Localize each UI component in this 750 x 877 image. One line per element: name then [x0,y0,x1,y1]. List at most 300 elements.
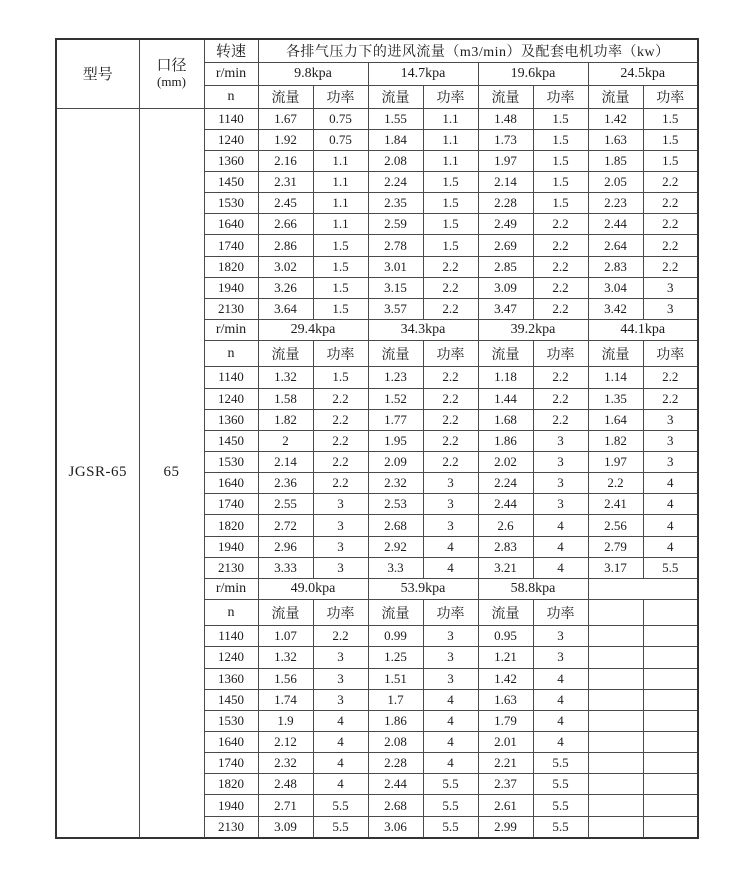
flow-value-cell: 1.32 [258,647,313,668]
power-value-cell: 3 [423,473,478,494]
power-value-cell: 1.1 [313,193,368,214]
power-value-cell: 1.5 [533,108,588,129]
power-value-cell: 2.2 [643,388,698,409]
flow-value-cell: 2.71 [258,795,313,816]
power-value-cell: 4 [643,473,698,494]
speed-value-cell: 1360 [204,409,258,430]
speed-value-cell: 1450 [204,171,258,192]
power-value-cell: 3 [313,557,368,578]
power-value-cell: 4 [533,689,588,710]
power-value-cell: 3 [423,647,478,668]
power-value-cell: 1.5 [423,171,478,192]
power-value-cell: 1.5 [643,129,698,150]
pressure-header-cell: 9.8kpa [258,62,368,85]
power-value-cell: 1.5 [313,235,368,256]
power-value-cell: 3 [533,647,588,668]
flow-value-cell: 2.78 [368,235,423,256]
flow-header-cell: 流量 [478,85,533,108]
power-value-cell: 4 [533,710,588,731]
power-value-cell: 2.2 [643,171,698,192]
main-header-cell: 各排气压力下的进风流量（m3/min）及配套电机功率（kw） [258,39,698,62]
flow-value-cell: 3.09 [478,277,533,298]
flow-value-cell [588,626,643,647]
power-value-cell: 2.2 [533,256,588,277]
pressure-header-cell: 19.6kpa [478,62,588,85]
flow-value-cell: 1.18 [478,367,533,388]
table-row [56,108,698,129]
flow-value-cell: 1.07 [258,626,313,647]
flow-value-cell: 2.24 [368,171,423,192]
flow-value-cell: 1.84 [368,129,423,150]
flow-value-cell: 1.68 [478,409,533,430]
power-value-cell: 4 [313,753,368,774]
flow-value-cell: 1.67 [258,108,313,129]
flow-value-cell: 3.06 [368,816,423,838]
flow-value-cell: 1.73 [478,129,533,150]
power-value-cell: 3 [533,626,588,647]
flow-value-cell [588,753,643,774]
flow-value-cell: 1.86 [368,710,423,731]
power-value-cell: 2.2 [423,451,478,472]
rpm-unit-cell: r/min [204,578,258,599]
power-value-cell: 1.1 [423,150,478,171]
flow-value-cell: 1.9 [258,710,313,731]
power-value-cell: 3 [313,515,368,536]
empty-cell [588,600,643,626]
power-value-cell: 2.2 [423,298,478,319]
power-value-cell: 1.1 [423,108,478,129]
flow-value-cell: 2.64 [588,235,643,256]
flow-value-cell: 2.55 [258,494,313,515]
power-value-cell: 4 [423,710,478,731]
speed-value-cell: 1450 [204,689,258,710]
power-header-cell: 功率 [423,600,478,626]
power-header-cell: 功率 [533,600,588,626]
power-value-cell: 4 [423,557,478,578]
flow-value-cell: 3.15 [368,277,423,298]
flow-header-cell: 流量 [258,85,313,108]
flow-value-cell: 2.36 [258,473,313,494]
flow-value-cell: 2.01 [478,731,533,752]
flow-value-cell: 3.04 [588,277,643,298]
power-value-cell: 3 [423,626,478,647]
flow-value-cell: 2.85 [478,256,533,277]
model-header-cell: 型号 [56,39,139,108]
flow-value-cell: 2.05 [588,171,643,192]
flow-header-cell: 流量 [588,85,643,108]
flow-value-cell [588,816,643,838]
flow-value-cell [588,689,643,710]
flow-value-cell [588,647,643,668]
power-value-cell: 4 [533,731,588,752]
flow-value-cell: 3.21 [478,557,533,578]
speed-value-cell: 1240 [204,647,258,668]
power-value-cell: 3 [643,298,698,319]
flow-value-cell: 1.58 [258,388,313,409]
flow-value-cell: 2.49 [478,214,533,235]
flow-value-cell: 1.82 [588,430,643,451]
speed-value-cell: 1740 [204,753,258,774]
power-value-cell: 1.5 [423,193,478,214]
power-value-cell: 1.5 [313,256,368,277]
power-value-cell: 5.5 [423,816,478,838]
flow-value-cell: 3.57 [368,298,423,319]
speed-value-cell: 1940 [204,795,258,816]
power-value-cell [643,647,698,668]
power-value-cell: 4 [313,774,368,795]
flow-value-cell: 2.72 [258,515,313,536]
speed-value-cell: 1240 [204,388,258,409]
power-value-cell: 2.2 [313,626,368,647]
flow-value-cell: 2.23 [588,193,643,214]
flow-value-cell: 2.02 [478,451,533,472]
flow-header-cell: 流量 [258,341,313,367]
flow-value-cell: 1.64 [588,409,643,430]
flow-value-cell: 1.77 [368,409,423,430]
flow-value-cell: 2.32 [258,753,313,774]
power-value-cell: 1.5 [533,150,588,171]
flow-value-cell: 3.33 [258,557,313,578]
power-value-cell: 0.75 [313,108,368,129]
flow-value-cell: 3.3 [368,557,423,578]
power-header-cell: 功率 [643,341,698,367]
speed-value-cell: 1640 [204,731,258,752]
flow-value-cell: 1.14 [588,367,643,388]
speed-value-cell: 1640 [204,214,258,235]
speed-value-cell: 1140 [204,626,258,647]
flow-value-cell: 2.08 [368,731,423,752]
flow-value-cell: 2.44 [478,494,533,515]
flow-value-cell: 2.21 [478,753,533,774]
power-value-cell: 2.2 [643,214,698,235]
power-value-cell: 3 [423,515,478,536]
power-value-cell: 2.2 [643,256,698,277]
flow-value-cell: 1.74 [258,689,313,710]
speed-value-cell: 1450 [204,430,258,451]
power-value-cell: 3 [313,536,368,557]
pressure-header-cell: 29.4kpa [258,320,368,341]
flow-value-cell [588,731,643,752]
power-value-cell: 2.2 [533,214,588,235]
flow-header-cell: 流量 [368,341,423,367]
pressure-header-cell: 14.7kpa [368,62,478,85]
speed-value-cell: 2130 [204,298,258,319]
power-value-cell: 1.5 [643,150,698,171]
flow-header-cell: 流量 [368,600,423,626]
flow-value-cell: 2.66 [258,214,313,235]
power-header-cell: 功率 [423,85,478,108]
power-value-cell: 4 [533,536,588,557]
power-value-cell: 4 [643,515,698,536]
power-value-cell: 2.2 [423,388,478,409]
flow-value-cell: 2.53 [368,494,423,515]
pressure-header-cell: 44.1kpa [588,320,698,341]
power-value-cell: 2.2 [313,451,368,472]
power-value-cell [643,753,698,774]
flow-header-cell: 流量 [478,600,533,626]
power-value-cell: 3 [533,494,588,515]
flow-value-cell: 2.32 [368,473,423,494]
n-symbol-cell: n [204,85,258,108]
power-value-cell: 4 [313,731,368,752]
speed-value-cell: 1940 [204,277,258,298]
pressure-header-cell: 39.2kpa [478,320,588,341]
flow-value-cell: 3.01 [368,256,423,277]
power-value-cell: 2.2 [423,430,478,451]
flow-value-cell [588,774,643,795]
flow-value-cell: 1.79 [478,710,533,731]
power-value-cell [643,816,698,838]
power-value-cell: 1.1 [313,171,368,192]
power-value-cell: 2.2 [423,409,478,430]
flow-value-cell: 1.35 [588,388,643,409]
flow-value-cell: 1.85 [588,150,643,171]
power-value-cell: 5.5 [313,816,368,838]
flow-value-cell [588,710,643,731]
power-value-cell: 5.5 [533,774,588,795]
speed-value-cell: 2130 [204,557,258,578]
speed-value-cell: 2130 [204,816,258,838]
flow-value-cell: 2.99 [478,816,533,838]
flow-value-cell: 3.02 [258,256,313,277]
power-value-cell: 4 [533,668,588,689]
power-value-cell: 3 [643,430,698,451]
power-value-cell: 4 [423,731,478,752]
flow-value-cell: 2.68 [368,515,423,536]
power-value-cell: 5.5 [423,795,478,816]
power-value-cell: 3 [313,689,368,710]
flow-value-cell: 3.17 [588,557,643,578]
power-value-cell: 2.2 [533,367,588,388]
flow-header-cell: 流量 [368,85,423,108]
power-value-cell: 5.5 [313,795,368,816]
pressure-header-cell: 49.0kpa [258,578,368,599]
model-value-cell: JGSR-65 [56,108,139,838]
flow-value-cell: 2.45 [258,193,313,214]
power-value-cell: 1.5 [533,193,588,214]
speed-value-cell: 1820 [204,256,258,277]
power-header-cell: 功率 [423,341,478,367]
speed-value-cell: 1740 [204,494,258,515]
power-value-cell [643,774,698,795]
power-value-cell: 3 [423,668,478,689]
power-value-cell: 3 [313,668,368,689]
flow-value-cell: 2.6 [478,515,533,536]
flow-value-cell: 2.41 [588,494,643,515]
flow-value-cell: 2.28 [478,193,533,214]
power-value-cell: 2.2 [533,277,588,298]
power-value-cell: 3 [423,494,478,515]
flow-value-cell: 2.96 [258,536,313,557]
empty-cell [588,578,698,599]
power-value-cell: 2.2 [423,256,478,277]
flow-value-cell: 1.21 [478,647,533,668]
power-value-cell: 2.2 [313,388,368,409]
power-value-cell: 2.2 [423,277,478,298]
flow-header-cell: 流量 [258,600,313,626]
flow-value-cell: 1.97 [588,451,643,472]
power-value-cell: 3 [313,647,368,668]
flow-value-cell: 2.28 [368,753,423,774]
power-value-cell: 3 [533,451,588,472]
power-value-cell: 1.5 [533,129,588,150]
power-value-cell: 4 [533,557,588,578]
flow-value-cell: 2.92 [368,536,423,557]
flow-value-cell: 2.86 [258,235,313,256]
power-value-cell: 2.2 [643,235,698,256]
power-header-cell: 功率 [313,85,368,108]
speed-value-cell: 1360 [204,150,258,171]
power-value-cell: 0.75 [313,129,368,150]
flow-value-cell: 2.69 [478,235,533,256]
diameter-value-cell: 65 [139,108,204,838]
flow-header-cell: 流量 [478,341,533,367]
flow-value-cell: 2.44 [588,214,643,235]
flow-value-cell: 3.09 [258,816,313,838]
power-value-cell: 2.2 [533,298,588,319]
flow-value-cell: 2.31 [258,171,313,192]
power-value-cell [643,689,698,710]
power-value-cell: 1.1 [423,129,478,150]
blower-spec-table [55,38,699,839]
flow-value-cell: 2.24 [478,473,533,494]
power-value-cell: 5.5 [533,753,588,774]
flow-value-cell: 1.97 [478,150,533,171]
power-value-cell: 4 [643,494,698,515]
flow-value-cell: 0.95 [478,626,533,647]
flow-value-cell [588,795,643,816]
flow-value-cell: 2.83 [588,256,643,277]
flow-value-cell: 2.14 [478,171,533,192]
power-value-cell: 2.2 [533,388,588,409]
speed-value-cell: 1140 [204,367,258,388]
pressure-header-cell: 53.9kpa [368,578,478,599]
power-value-cell: 1.5 [533,171,588,192]
flow-value-cell: 1.95 [368,430,423,451]
pressure-header-cell: 58.8kpa [478,578,588,599]
flow-value-cell: 3.47 [478,298,533,319]
power-value-cell: 4 [423,689,478,710]
flow-value-cell: 2.35 [368,193,423,214]
power-value-cell: 3 [643,451,698,472]
flow-value-cell: 1.63 [588,129,643,150]
speed-value-cell: 1530 [204,193,258,214]
power-value-cell: 1.5 [423,214,478,235]
power-value-cell: 3 [533,430,588,451]
power-value-cell: 3 [643,409,698,430]
power-value-cell: 5.5 [643,557,698,578]
rpm-unit-cell: r/min [204,320,258,341]
diameter-label: 口径 [156,57,187,74]
flow-value-cell: 1.25 [368,647,423,668]
power-value-cell: 1.5 [313,298,368,319]
power-value-cell: 2.2 [643,193,698,214]
power-value-cell: 5.5 [423,774,478,795]
flow-value-cell: 2.16 [258,150,313,171]
speed-value-cell: 1740 [204,235,258,256]
flow-value-cell: 2.44 [368,774,423,795]
power-value-cell: 3 [643,277,698,298]
flow-value-cell: 2.83 [478,536,533,557]
power-value-cell: 2.2 [313,473,368,494]
flow-value-cell [588,668,643,689]
flow-value-cell: 2.59 [368,214,423,235]
flow-value-cell: 1.82 [258,409,313,430]
power-value-cell: 4 [423,536,478,557]
power-value-cell: 4 [643,536,698,557]
flow-value-cell: 1.52 [368,388,423,409]
speed-value-cell: 1940 [204,536,258,557]
power-value-cell [643,668,698,689]
flow-value-cell: 1.42 [588,108,643,129]
power-value-cell: 1.1 [313,214,368,235]
flow-value-cell: 2.48 [258,774,313,795]
power-value-cell: 5.5 [533,795,588,816]
flow-value-cell: 1.55 [368,108,423,129]
speed-value-cell: 1530 [204,710,258,731]
power-value-cell: 1.5 [643,108,698,129]
power-value-cell: 1.5 [423,235,478,256]
n-symbol-cell: n [204,341,258,367]
power-header-cell: 功率 [533,85,588,108]
flow-value-cell: 1.63 [478,689,533,710]
flow-value-cell: 2.68 [368,795,423,816]
power-value-cell: 4 [423,753,478,774]
power-value-cell: 5.5 [533,816,588,838]
flow-value-cell: 1.7 [368,689,423,710]
power-header-cell: 功率 [313,600,368,626]
flow-value-cell: 3.26 [258,277,313,298]
rpm-unit-cell: r/min [204,62,258,85]
flow-value-cell: 2.09 [368,451,423,472]
flow-value-cell: 0.99 [368,626,423,647]
power-value-cell: 1.5 [313,367,368,388]
power-value-cell [643,626,698,647]
speed-value-cell: 1240 [204,129,258,150]
flow-value-cell: 2 [258,430,313,451]
n-symbol-cell: n [204,600,258,626]
power-value-cell [643,795,698,816]
flow-value-cell: 1.86 [478,430,533,451]
flow-value-cell: 2.61 [478,795,533,816]
header-row-1 [56,39,698,62]
power-value-cell: 3 [313,494,368,515]
flow-value-cell: 2.08 [368,150,423,171]
flow-value-cell: 2.37 [478,774,533,795]
power-value-cell: 2.2 [643,367,698,388]
power-header-cell: 功率 [533,341,588,367]
speed-value-cell: 1820 [204,774,258,795]
flow-value-cell: 2.79 [588,536,643,557]
speed-value-cell: 1140 [204,108,258,129]
flow-value-cell: 1.44 [478,388,533,409]
power-value-cell: 1.5 [313,277,368,298]
speed-value-cell: 1360 [204,668,258,689]
flow-value-cell: 1.48 [478,108,533,129]
flow-header-cell: 流量 [588,341,643,367]
flow-value-cell: 3.64 [258,298,313,319]
flow-value-cell: 1.92 [258,129,313,150]
diameter-header-cell [139,39,204,108]
power-value-cell: 4 [533,515,588,536]
flow-value-cell: 1.56 [258,668,313,689]
power-value-cell [643,731,698,752]
speed-header-cell: 转速 [204,39,258,62]
pressure-header-cell: 34.3kpa [368,320,478,341]
power-value-cell: 2.2 [313,409,368,430]
speed-value-cell: 1820 [204,515,258,536]
power-header-cell: 功率 [643,85,698,108]
